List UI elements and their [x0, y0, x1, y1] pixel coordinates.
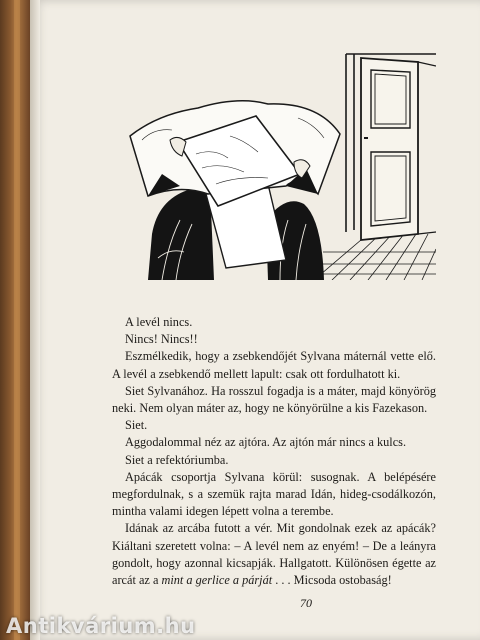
paragraph: Aggodalommal néz az ajtóra. Az ajtón már nincs a kulcs. — [125, 435, 407, 450]
paragraph: Nincs! Nincs!! — [125, 332, 198, 347]
italic-phrase: mint a gerlice a párját — [161, 573, 273, 588]
watermark: Antikvárium.hu — [6, 614, 196, 638]
body-text — [112, 314, 436, 589]
book-spine — [0, 0, 30, 640]
paragraph: Eszmélkedik, hogy a zsebkendőjét Sylvana máternál vette elő. A levél a zsebkendő mellett lapult: csak ott fordulhatott ki. — [112, 349, 436, 381]
paragraph — [112, 520, 436, 589]
paragraph-text-end: . . . Micsoda ostobaság! — [272, 573, 392, 588]
nun-illustration — [118, 44, 436, 280]
spine-edge — [14, 0, 20, 640]
paragraph: Siet Sylvanához. Ha rosszul fogadja is a máter, majd könyörög neki. Nem olyan máter az, hogy ne könyörülne a kis Fazekason. — [112, 383, 436, 416]
paragraph: Siet a refektóriumba. — [125, 452, 229, 467]
paragraph-text: Idának az arcába futott a vér. Mit gondolnak ezek az apácák? Kiáltani szeretett volna: – A levél nem az enyém! – De a leányra gondolt, hogy azonnal kicsapják. Hallgatott. Különösen égette az arcát az a — [112, 521, 436, 588]
page-gutter — [30, 0, 40, 640]
paragraph: Siet. — [125, 418, 148, 433]
paragraph: Apácák csoportja Sylvana körül: susognak. A belépésére megfordulnak, s a szemük rajta marad Idán, hideg-csodálkozón, mintha valami idegen lépett volna a terembe. — [112, 469, 436, 519]
page-number: 70 — [300, 596, 312, 610]
paragraph: A levél nincs. — [125, 315, 193, 329]
